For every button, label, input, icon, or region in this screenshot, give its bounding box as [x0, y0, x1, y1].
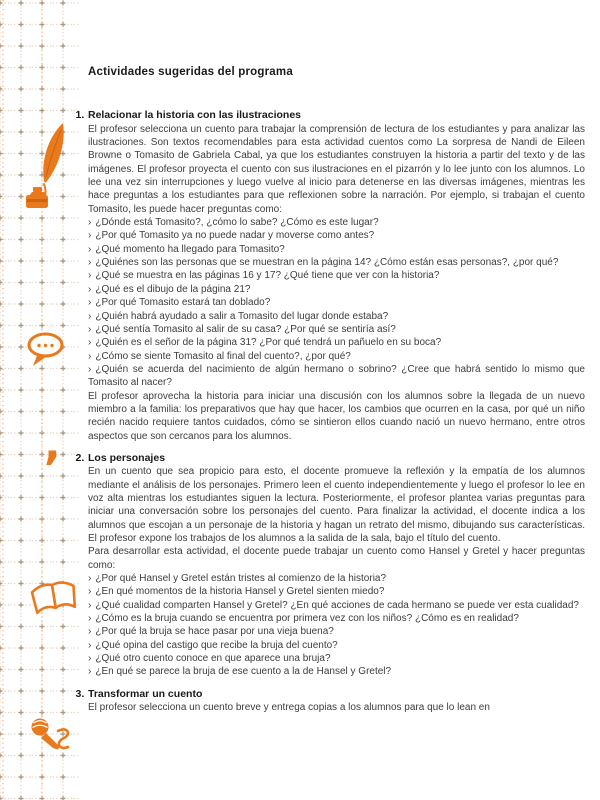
section-intro — [88, 701, 585, 714]
question-text: ¿Cómo se siente Tomasito al final del cuento?, ¿por qué? — [95, 350, 351, 362]
question-item — [88, 296, 585, 309]
paragraph: El profesor selecciona un cuento breve y entrega copias a los alumnos para que lo lean en — [88, 702, 490, 714]
question-text: ¿Quién habrá ayudado a salir a Tomasito del lugar donde estaba? — [95, 310, 389, 322]
bullet-marker-icon: › — [88, 270, 92, 282]
section-intro — [88, 465, 585, 572]
bullet-marker-icon: › — [88, 573, 92, 585]
question-text: ¿Dónde está Tomasito?, ¿cómo lo sabe? ¿Cómo es este lugar? — [95, 217, 379, 229]
question-item — [88, 269, 585, 282]
bullet-marker-icon: › — [88, 310, 92, 322]
bullet-marker-icon: › — [88, 653, 92, 665]
decorative-margin — [0, 0, 80, 800]
question-item — [88, 229, 585, 242]
document-content — [75, 0, 585, 714]
paragraph: El profesor aprovecha la historia para iniciar una discusión con los alumnos sobre la llegada de un nuevo miembro a la familia: los preparativos que hay que hacer, los cambios que ocurren en la casa, por qué un niño recién nacido requiere tantos cuidados, cómo se sintieron ellos cuando nació un nuevo hermano, entre otros aspectos que son cercanos para los alumnos. — [88, 390, 585, 442]
section-title: Los personajes — [88, 451, 166, 464]
bullet-marker-icon: › — [88, 613, 92, 625]
comma-icon: , — [44, 419, 61, 470]
question-text: ¿Qué otro cuento conoce en que aparece una bruja? — [95, 653, 331, 665]
question-text: ¿En qué se parece la bruja de ese cuento a la de Hansel y Gretel? — [95, 666, 392, 678]
bullet-marker-icon: › — [88, 217, 92, 229]
speech-bubble-icon — [29, 334, 62, 366]
section-heading — [75, 109, 585, 122]
section-intro — [88, 123, 585, 216]
paragraph: El profesor selecciona un cuento para trabajar la comprensión de lectura de los estudiantes y para analizar las ilustraciones. Son textos recomendables para esta actividad cuentos como La sorpresa de Nandi de Eileen Browne o Tomasito de Gabriela Cabal, ya que los estudiantes construyen la historia a partir del texto y de las imágenes. El profesor proyecta el cuento con sus ilustraciones en el pizarrón y lo lee junto con los alumnos. Lo lee una vez sin interrupciones y luego vuelve al inicio para detenerse en las diversas imágenes, mientras les hace preguntas a los estudiantes para que reflexionen sobre la narración. Por ejemplo, si trabajan el cuento Tomasito, les puede hacer preguntas como: — [88, 123, 585, 215]
section-heading — [75, 451, 585, 465]
section-transformar-cuento — [75, 687, 585, 715]
question-text: ¿Quiénes son las personas que se muestran en la página 14? ¿Cómo están esas personas?, ¿por qué? — [95, 257, 559, 269]
question-item — [88, 652, 585, 665]
section-title: Transformar un cuento — [88, 687, 203, 700]
question-text: ¿Por qué Tomasito estará tan doblado? — [95, 297, 271, 309]
question-item — [88, 599, 585, 612]
section-number: 2. — [75, 451, 85, 464]
bullet-marker-icon: › — [88, 337, 92, 349]
question-text: ¿Quién se acuerda del nacimiento de algún hermano o sobrino? ¿Cree que habrá sentido lo mismo que Tomasito al nacer? — [88, 363, 585, 389]
section-outro — [88, 390, 585, 443]
question-item — [88, 625, 585, 638]
question-text: ¿En qué momentos de la historia Hansel y Gretel sienten miedo? — [95, 586, 385, 598]
question-item — [88, 323, 585, 336]
bullet-marker-icon: › — [88, 586, 92, 598]
paragraph: Para desarrollar esta actividad, el docente puede trabajar un cuento como Hansel y Gretel y hacer preguntas como: — [88, 546, 585, 571]
bullet-marker-icon: › — [88, 626, 92, 638]
section-relacionar-historia — [75, 109, 585, 443]
section-los-personajes — [75, 451, 585, 679]
margin-icons — [0, 0, 80, 800]
bullet-marker-icon: › — [88, 363, 92, 375]
question-text: ¿Por qué Hansel y Gretel están tristes al comienzo de la historia? — [95, 573, 387, 585]
question-list — [88, 572, 585, 679]
question-item — [88, 256, 585, 269]
quill-feather-icon — [43, 123, 63, 200]
question-text: ¿Qué momento ha llegado para Tomasito? — [95, 243, 285, 255]
question-item — [88, 612, 585, 625]
question-text: ¿Por qué Tomasito ya no puede nadar y moverse como antes? — [95, 230, 375, 242]
paragraph: En un cuento que sea propicio para esto, el docente promueve la reflexión y la empatía de los alumnos mediante el análisis de los personajes. Primero leen el cuento independientemente y luego el profesor lo lee en voz alta mientras los estudiantes siguen la lectura. Posteriormente, el profesor plantea varias preguntas para iniciar una conversación sobre los personajes del cuento. Para finalizar la actividad, el docente indica a los alumnos que escojan a un personaje de la historia y hagan un retrato del mismo, dibujando sus características. El profesor expone los trabajos de los alumnos a la salida de la sala, bajo el título del cuento. — [88, 466, 585, 544]
bullet-marker-icon: › — [88, 350, 92, 362]
question-text: ¿Cómo es la bruja cuando se encuentra por primera vez con los niños? ¿Cómo es en realidad? — [95, 613, 519, 625]
question-text: ¿Qué sentía Tomasito al salir de su casa? ¿Por qué se sentiría así? — [95, 323, 396, 335]
microphone-icon — [32, 719, 69, 750]
question-list — [88, 216, 585, 389]
question-item — [88, 665, 585, 678]
question-item — [88, 572, 585, 585]
question-item — [88, 363, 585, 390]
question-item — [88, 639, 585, 652]
bullet-marker-icon: › — [88, 323, 92, 335]
question-text: ¿Quién es el señor de la página 31? ¿Por qué tendrá un pañuelo en su boca? — [95, 337, 442, 349]
bullet-marker-icon: › — [88, 666, 92, 678]
question-text: ¿Qué es el dibujo de la página 21? — [95, 283, 251, 295]
bullet-marker-icon: › — [88, 243, 92, 255]
question-item — [88, 310, 585, 323]
bullet-marker-icon: › — [88, 639, 92, 651]
section-heading — [75, 687, 585, 701]
question-item — [88, 243, 585, 256]
question-item — [88, 216, 585, 229]
bullet-marker-icon: › — [88, 297, 92, 309]
question-item — [88, 336, 585, 349]
question-text: ¿Qué opina del castigo que recibe la bruja del cuento? — [95, 639, 338, 651]
bullet-marker-icon: › — [88, 599, 92, 611]
question-text: ¿Por qué la bruja se hace pasar por una vieja buena? — [95, 626, 334, 638]
question-text: ¿Qué se muestra en las páginas 16 y 17? ¿Qué tiene que ver con la historia? — [95, 270, 440, 282]
section-number: 1. — [75, 109, 85, 122]
question-item — [88, 585, 585, 598]
section-number: 3. — [75, 687, 85, 700]
open-book-icon — [31, 581, 77, 614]
bullet-marker-icon: › — [88, 257, 92, 269]
section-title: Relacionar la historia con las ilustraciones — [88, 109, 301, 122]
page-title: Actividades sugeridas del programa — [88, 66, 293, 78]
question-text: ¿Qué cualidad comparten Hansel y Gretel? ¿En qué acciones de cada hermano se puede ver esta cualidad? — [95, 599, 579, 611]
bullet-marker-icon: › — [88, 283, 92, 295]
question-item — [88, 350, 585, 363]
bullet-marker-icon: › — [88, 230, 92, 242]
question-item — [88, 283, 585, 296]
